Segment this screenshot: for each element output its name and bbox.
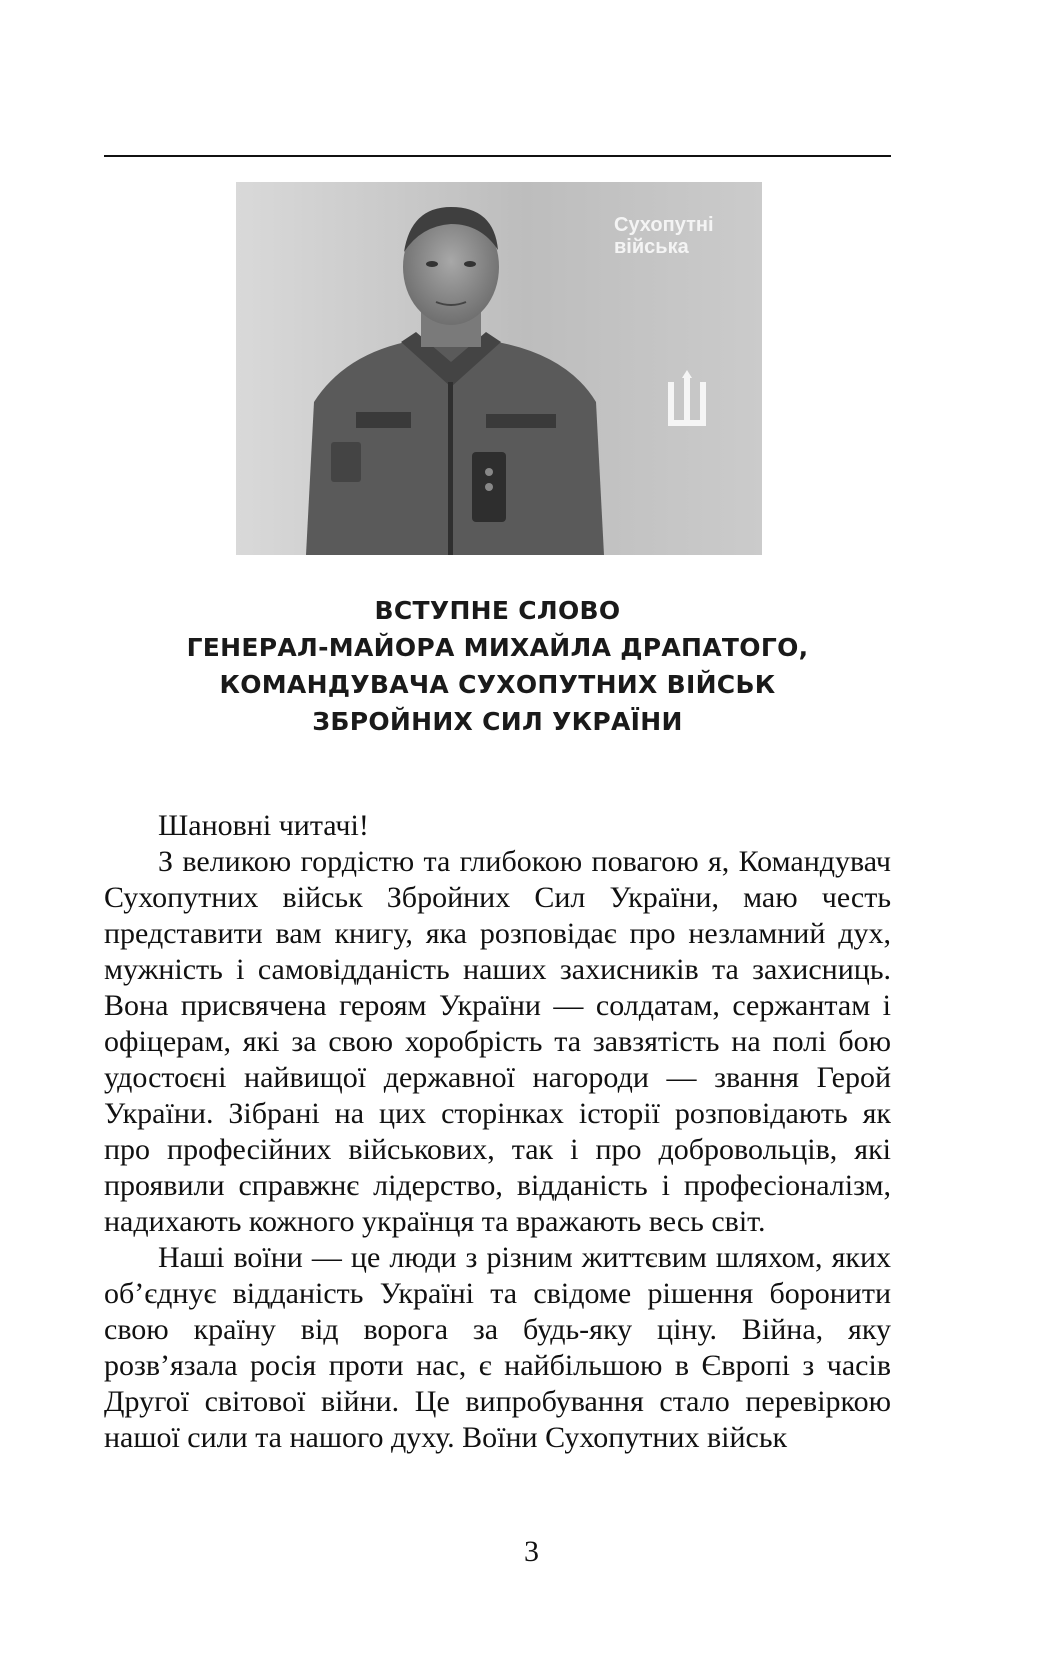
greeting: Шановні читачі! (158, 809, 369, 842)
top-rule (104, 155, 891, 157)
portrait-photo (236, 182, 762, 555)
heading-line-4: ЗБРОЙНИХ СИЛ УКРАЇНИ (312, 707, 683, 736)
heading-line-1: ВСТУПНЕ СЛОВО (374, 596, 621, 625)
chapter-heading (104, 592, 891, 740)
page-number: 3 (524, 1535, 539, 1568)
body-text (104, 808, 891, 1456)
photo-caption-line2: війська (614, 236, 689, 258)
heading-line-2: ГЕНЕРАЛ-МАЙОРА МИХАЙЛА ДРАПАТОГО, (186, 633, 809, 662)
photo-caption (614, 214, 714, 258)
heading-line-3: КОМАНДУВАЧА СУХОПУТНИХ ВІЙСЬК (219, 670, 776, 699)
photo-caption-line1: Сухопутні (614, 214, 714, 236)
paragraph-1: З великою гордістю та глибокою повагою я, Командувач Сухопутних військ Збройних Сил України, маю честь представити вам книгу, яка розповідає про незламний дух, мужність і самовідданість наших захисників та захисниць. Вона присвячена героям України — солдатам, сержантам і офіцерам, які за свою хоробрість та завзятість на полі бою удостоєні найвищої державної нагороди — звання Герой України. Зібрані на цих сторінках історії розповідають як про професійних військових, так і про добровольців, які проявили справжнє лідерство, відданість і професіоналізм, надихають кожного українця та вражають весь світ. (104, 845, 891, 1238)
paragraph-2: Наші воїни — це люди з різним життєвим шляхом, яких об’єднує відданість Україні та свідоме рішення боронити свою країну від ворога за будь-яку ціну. Війна, яку розв’язала росія проти нас, є найбільшою в Європі з часів Другої світової війни. Це випробування стало перевіркою нашої сили та нашого духу. Воїни Сухопутних військ (104, 1241, 891, 1454)
